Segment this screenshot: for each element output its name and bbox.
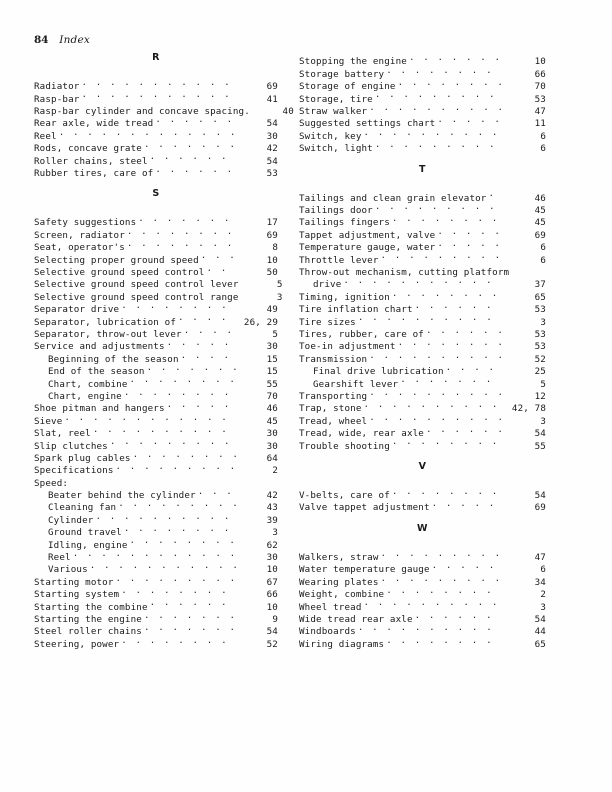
- entry-page-number: 41: [266, 93, 278, 105]
- leader-dots: [375, 201, 502, 213]
- entry-page-number: 54: [266, 155, 278, 167]
- entry-term: Chart, combine: [48, 378, 128, 390]
- entry-term: Trouble shooting: [299, 440, 390, 452]
- leader-dots: [73, 548, 236, 560]
- leader-dots: [511, 263, 546, 275]
- entry-term: Radiator: [34, 81, 80, 93]
- entry-term: Switch, light: [299, 143, 373, 155]
- entry-page-number: 65: [534, 291, 546, 303]
- entry-term: Seat, operator's: [34, 242, 125, 254]
- entry-term: Selective ground speed control range: [34, 291, 239, 303]
- entry-term: Rasp-bar: [34, 93, 80, 105]
- entry-page-number: 2: [272, 465, 278, 477]
- entry-page-number: 66: [534, 68, 546, 80]
- entry-term: Rasp-bar cylinder and concave spacing.: [34, 105, 250, 117]
- entry-page-number: 69: [534, 502, 546, 514]
- leader-dots: [386, 64, 502, 76]
- entry-term: Tappet adjustment, valve: [299, 229, 436, 241]
- entry-page-number: 30: [266, 440, 278, 452]
- entry-term: Water temperature gauge: [299, 564, 430, 576]
- index-entry[interactable]: [299, 486, 546, 502]
- entry-page-number: 67: [266, 576, 278, 588]
- leader-dots: [415, 300, 502, 312]
- entry-page-number: 30: [266, 428, 278, 440]
- leader-dots: [121, 300, 236, 312]
- leader-dots: [375, 139, 502, 151]
- entry-term: Rods, concave grate: [34, 143, 142, 155]
- index-column-left: [34, 52, 294, 650]
- entry-term: Spark plug cables: [34, 452, 131, 464]
- entry-term: Throw-out mechanism, cutting platform: [299, 267, 510, 279]
- entry-term: Beater behind the cylinder: [48, 490, 196, 502]
- leader-dots: [358, 312, 502, 324]
- entry-page-number: 3: [276, 291, 283, 303]
- entry-page-number: 69: [266, 229, 278, 241]
- entry-page-number: 42: [266, 143, 278, 155]
- entry-page-number: 53: [534, 328, 546, 340]
- section-spacer: [34, 64, 278, 76]
- entry-term: Tire inflation chart: [299, 304, 413, 316]
- entry-page-number: 5: [276, 279, 283, 291]
- leader-dots: [343, 275, 502, 287]
- entry-term: Tailings door: [299, 205, 373, 217]
- entry-term: Windboards: [299, 626, 356, 638]
- entry-page-number: 52: [266, 638, 278, 650]
- entry-page-number: 6: [540, 130, 546, 142]
- entry-term: Separator, throw-out lever: [34, 328, 182, 340]
- leader-dots: [206, 263, 236, 275]
- entry-term: Tire sizes: [299, 316, 356, 328]
- leader-dots: [110, 436, 236, 448]
- entry-term: Separator drive: [34, 304, 120, 316]
- index-column-right: [299, 52, 546, 650]
- entry-term: Roller chains, steel: [34, 155, 148, 167]
- leader-dots: [437, 114, 502, 126]
- leader-dots: [381, 548, 502, 560]
- entry-page-number: 34: [534, 576, 546, 588]
- leader-dots: [369, 102, 502, 114]
- entry-page-number: 70: [266, 390, 278, 402]
- entry-term: Starting the combine: [34, 601, 148, 613]
- entry-term: Slat, reel: [34, 428, 91, 440]
- leader-dots: [95, 510, 236, 522]
- entry-term: Wheel tread: [299, 601, 362, 613]
- entry-term: Separator, lubrication of: [34, 316, 177, 328]
- entry-page-number: 17: [266, 217, 278, 229]
- entry-page-number: 40: [282, 105, 294, 117]
- entry-page-number: 30: [266, 130, 278, 142]
- entry-term: Specifications: [34, 465, 114, 477]
- entry-term: Straw walker: [299, 105, 368, 117]
- entry-term: Weight, combine: [299, 589, 385, 601]
- entry-page-number: 43: [266, 502, 278, 514]
- leader-dots: [364, 597, 503, 609]
- entry-page-number: 45: [266, 415, 278, 427]
- entry-term: Cleaning fan: [48, 502, 117, 514]
- leader-dots: [184, 325, 236, 337]
- entry-page-number: 10: [266, 254, 278, 266]
- leader-dots: [392, 486, 502, 498]
- entry-page-number: 30: [266, 341, 278, 353]
- index-entry[interactable]: [34, 486, 278, 502]
- leader-dots: [400, 374, 502, 386]
- leader-dots: [386, 585, 502, 597]
- entry-term: Cylinder: [48, 514, 94, 526]
- entry-term: Selective ground speed control lever: [34, 279, 239, 291]
- entry-page-number: 9: [272, 613, 278, 625]
- leader-dots: [364, 399, 503, 411]
- index-entry[interactable]: [34, 77, 278, 93]
- entry-term: Toe-in adjustment: [299, 341, 396, 353]
- entry-term: Starting the engine: [34, 613, 142, 625]
- entry-page-number: 52: [534, 353, 546, 365]
- entry-page-number: 37: [534, 279, 546, 291]
- entry-term: Slip clutches: [34, 440, 108, 452]
- leader-dots: [121, 634, 236, 646]
- entry-page-number: 2: [540, 589, 546, 601]
- leader-dots: [386, 634, 502, 646]
- entry-term: Storage of engine: [299, 81, 396, 93]
- leader-dots: [369, 387, 502, 399]
- entry-term: Starting motor: [34, 576, 114, 588]
- entry-term: Throttle lever: [299, 254, 379, 266]
- entry-term: Safety suggestions: [34, 217, 137, 229]
- entry-page-number: 15: [266, 353, 278, 365]
- entry-term: Gearshift lever: [313, 378, 399, 390]
- leader-dots: [398, 337, 502, 349]
- leader-dots: [138, 213, 236, 225]
- entry-term: Idling, engine: [48, 539, 128, 551]
- entry-term: Trap, stone: [299, 403, 362, 415]
- entry-page-number: 46: [266, 403, 278, 415]
- entry-page-number: 25: [534, 366, 546, 378]
- entry-page-number: 53: [534, 93, 546, 105]
- section-letter-t: T: [419, 163, 426, 175]
- entry-page-number: 39: [266, 514, 278, 526]
- entry-page-number: 10: [266, 601, 278, 613]
- entry-page-number: 49: [266, 304, 278, 316]
- entry-page-number: 66: [266, 589, 278, 601]
- section-spacer: [299, 535, 546, 547]
- entry-term: Suggested settings chart: [299, 118, 436, 130]
- entry-page-number: 42, 78: [511, 403, 546, 415]
- entry-page-number: 54: [266, 626, 278, 638]
- leader-dots: [409, 52, 502, 64]
- leader-dots: [426, 325, 502, 337]
- leader-dots: [70, 473, 278, 485]
- leader-dots: [150, 597, 236, 609]
- entry-term: Walkers, straw: [299, 552, 379, 564]
- entry-term: Reel: [48, 552, 71, 564]
- index-entry[interactable]: [299, 548, 546, 564]
- entry-term: Temperature gauge, water: [299, 242, 436, 254]
- entry-term: Beginning of the season: [48, 353, 179, 365]
- entry-page-number: 47: [534, 105, 546, 117]
- leader-dots: [178, 312, 236, 324]
- entry-page-number: 53: [534, 304, 546, 316]
- leader-dots: [381, 250, 502, 262]
- section-letter-w: W: [417, 522, 428, 534]
- leader-dots: [144, 622, 236, 634]
- entry-page-number: 64: [266, 452, 278, 464]
- entry-page-number: 54: [534, 613, 546, 625]
- leader-dots: [432, 560, 502, 572]
- leader-dots: [437, 225, 502, 237]
- leader-dots: [144, 610, 236, 622]
- entry-term: Selective ground speed control: [34, 267, 205, 279]
- entry-term: V-belts, care of: [299, 490, 390, 502]
- entry-page-number: 65: [534, 638, 546, 650]
- leader-dots: [59, 126, 236, 138]
- entry-term: Rubber tires, care of: [34, 167, 154, 179]
- entry-term: Speed:: [34, 477, 69, 489]
- entry-page-number: 44: [534, 626, 546, 638]
- entry-term: Tires, rubber, care of: [299, 328, 424, 340]
- leader-dots: [121, 585, 236, 597]
- entry-term: Rear axle, wide tread: [34, 118, 154, 130]
- entry-page-number: 54: [266, 118, 278, 130]
- leader-dots: [369, 349, 502, 361]
- leader-dots: [201, 250, 236, 262]
- leader-dots: [375, 89, 502, 101]
- entry-page-number: 5: [272, 328, 278, 340]
- leader-dots: [133, 449, 236, 461]
- leader-dots: [398, 77, 502, 89]
- entry-page-number: 69: [266, 81, 278, 93]
- leader-dots: [369, 411, 502, 423]
- leader-dots: [381, 572, 502, 584]
- entry-page-number: 6: [540, 254, 546, 266]
- entry-term: Ground travel: [48, 527, 122, 539]
- entry-term: Wide tread rear axle: [299, 613, 413, 625]
- entry-term: Service and adjustments: [34, 341, 165, 353]
- entry-term: Shoe pitman and hangers: [34, 403, 165, 415]
- entry-term: Transmission: [299, 353, 368, 365]
- entry-page-number: 53: [534, 341, 546, 353]
- entry-page-number: 10: [534, 56, 546, 68]
- leader-dots: [392, 213, 502, 225]
- entry-page-number: 3: [540, 601, 546, 613]
- entry-term: Tread, wheel: [299, 415, 368, 427]
- entry-page-number: 46: [534, 192, 546, 204]
- entry-page-number: 8: [272, 242, 278, 254]
- leader-dots: [130, 535, 236, 547]
- entry-page-number: 12: [534, 390, 546, 402]
- leader-dots: [150, 151, 236, 163]
- entry-term: Storage, tire: [299, 93, 373, 105]
- entry-page-number: 47: [534, 552, 546, 564]
- entry-term: Steel roller chains: [34, 626, 142, 638]
- entry-term: Tailings and clean grain elevator: [299, 192, 487, 204]
- leader-dots: [437, 238, 502, 250]
- leader-dots: [155, 114, 236, 126]
- leader-dots: [90, 560, 236, 572]
- entry-term: Screen, radiator: [34, 229, 125, 241]
- entry-page-number: 69: [534, 229, 546, 241]
- entry-term: Steering, power: [34, 638, 120, 650]
- index-entry[interactable]: [34, 473, 278, 489]
- entry-term: Storage battery: [299, 68, 385, 80]
- entry-page-number: 10: [266, 564, 278, 576]
- entry-term: End of the season: [48, 366, 145, 378]
- entry-page-number: 3: [540, 415, 546, 427]
- section-letter-v: V: [418, 460, 427, 472]
- entry-term: Starting system: [34, 589, 120, 601]
- page-folio: 84: [34, 34, 49, 46]
- section-spacer: [34, 201, 278, 213]
- leader-dots: [124, 387, 236, 399]
- leader-dots: [167, 337, 236, 349]
- leader-dots: [364, 126, 503, 138]
- entry-page-number: 55: [534, 440, 546, 452]
- entry-page-number: 53: [266, 167, 278, 179]
- leader-dots: [167, 399, 236, 411]
- entry-term: Wearing plates: [299, 576, 379, 588]
- leader-dots: [392, 436, 502, 448]
- entry-term: Selecting proper ground speed: [34, 254, 199, 266]
- entry-page-number: 6: [540, 143, 546, 155]
- leader-dots: [358, 622, 502, 634]
- leader-dots: [81, 89, 236, 101]
- entry-page-number: 54: [534, 490, 546, 502]
- index-entry[interactable]: [299, 52, 546, 68]
- entry-page-number: 50: [266, 267, 278, 279]
- leader-dots: [127, 238, 236, 250]
- entry-term: drive: [313, 279, 342, 291]
- entry-term: Valve tappet adjustment: [299, 502, 430, 514]
- entry-term: Final drive lubrication: [313, 366, 444, 378]
- leader-dots: [415, 610, 502, 622]
- entry-page-number: 26, 29: [243, 316, 278, 328]
- section-letter-s: S: [152, 188, 160, 200]
- entry-page-number: 6: [540, 242, 546, 254]
- leader-dots: [124, 523, 236, 535]
- leader-dots: [81, 77, 236, 89]
- entry-page-number: 3: [272, 527, 278, 539]
- entry-page-number: 11: [534, 118, 546, 130]
- leader-dots: [130, 374, 236, 386]
- entry-page-number: 45: [534, 205, 546, 217]
- index-entry[interactable]: [299, 188, 546, 204]
- leader-dots: [198, 486, 236, 498]
- entry-term: Timing, ignition: [299, 291, 390, 303]
- entry-term: Stopping the engine: [299, 56, 407, 68]
- leader-dots: [392, 287, 502, 299]
- leader-dots: [127, 225, 236, 237]
- running-head: [34, 34, 90, 46]
- leader-dots: [93, 424, 236, 436]
- entry-term: Tailings fingers: [299, 217, 390, 229]
- leader-dots: [488, 188, 502, 200]
- entry-term: Various: [48, 564, 88, 576]
- entry-page-number: 15: [266, 366, 278, 378]
- entry-page-number: 42: [266, 490, 278, 502]
- page-title: Index: [59, 34, 90, 46]
- leader-dots: [118, 498, 236, 510]
- leader-dots: [116, 572, 236, 584]
- leader-dots: [181, 349, 236, 361]
- entry-page-number: 55: [266, 378, 278, 390]
- entry-term: Transporting: [299, 390, 368, 402]
- entry-term: Reel: [34, 130, 57, 142]
- entry-page-number: 62: [266, 539, 278, 551]
- entry-page-number: 3: [540, 316, 546, 328]
- section-spacer: [299, 176, 546, 188]
- leader-dots: [426, 424, 502, 436]
- entry-term: Wiring diagrams: [299, 638, 385, 650]
- entry-page-number: 70: [534, 81, 546, 93]
- entry-page-number: 6: [540, 564, 546, 576]
- entry-term: Switch, key: [299, 130, 362, 142]
- leader-dots: [432, 498, 502, 510]
- leader-dots: [155, 164, 236, 176]
- entry-term: Tread, wide, rear axle: [299, 428, 424, 440]
- section-letter-r: R: [152, 52, 160, 63]
- section-spacer: [299, 473, 546, 485]
- entry-term: Chart, engine: [48, 390, 122, 402]
- leader-dots: [64, 411, 236, 423]
- entry-page-number: 30: [266, 552, 278, 564]
- entry-term: Sieve: [34, 415, 63, 427]
- leader-dots: [147, 362, 236, 374]
- entry-page-number: 54: [534, 428, 546, 440]
- index-entry[interactable]: [34, 213, 278, 229]
- entry-page-number: 5: [540, 378, 546, 390]
- leader-dots: [116, 461, 236, 473]
- entry-page-number: 45: [534, 217, 546, 229]
- leader-dots: [446, 362, 502, 374]
- leader-dots: [144, 139, 236, 151]
